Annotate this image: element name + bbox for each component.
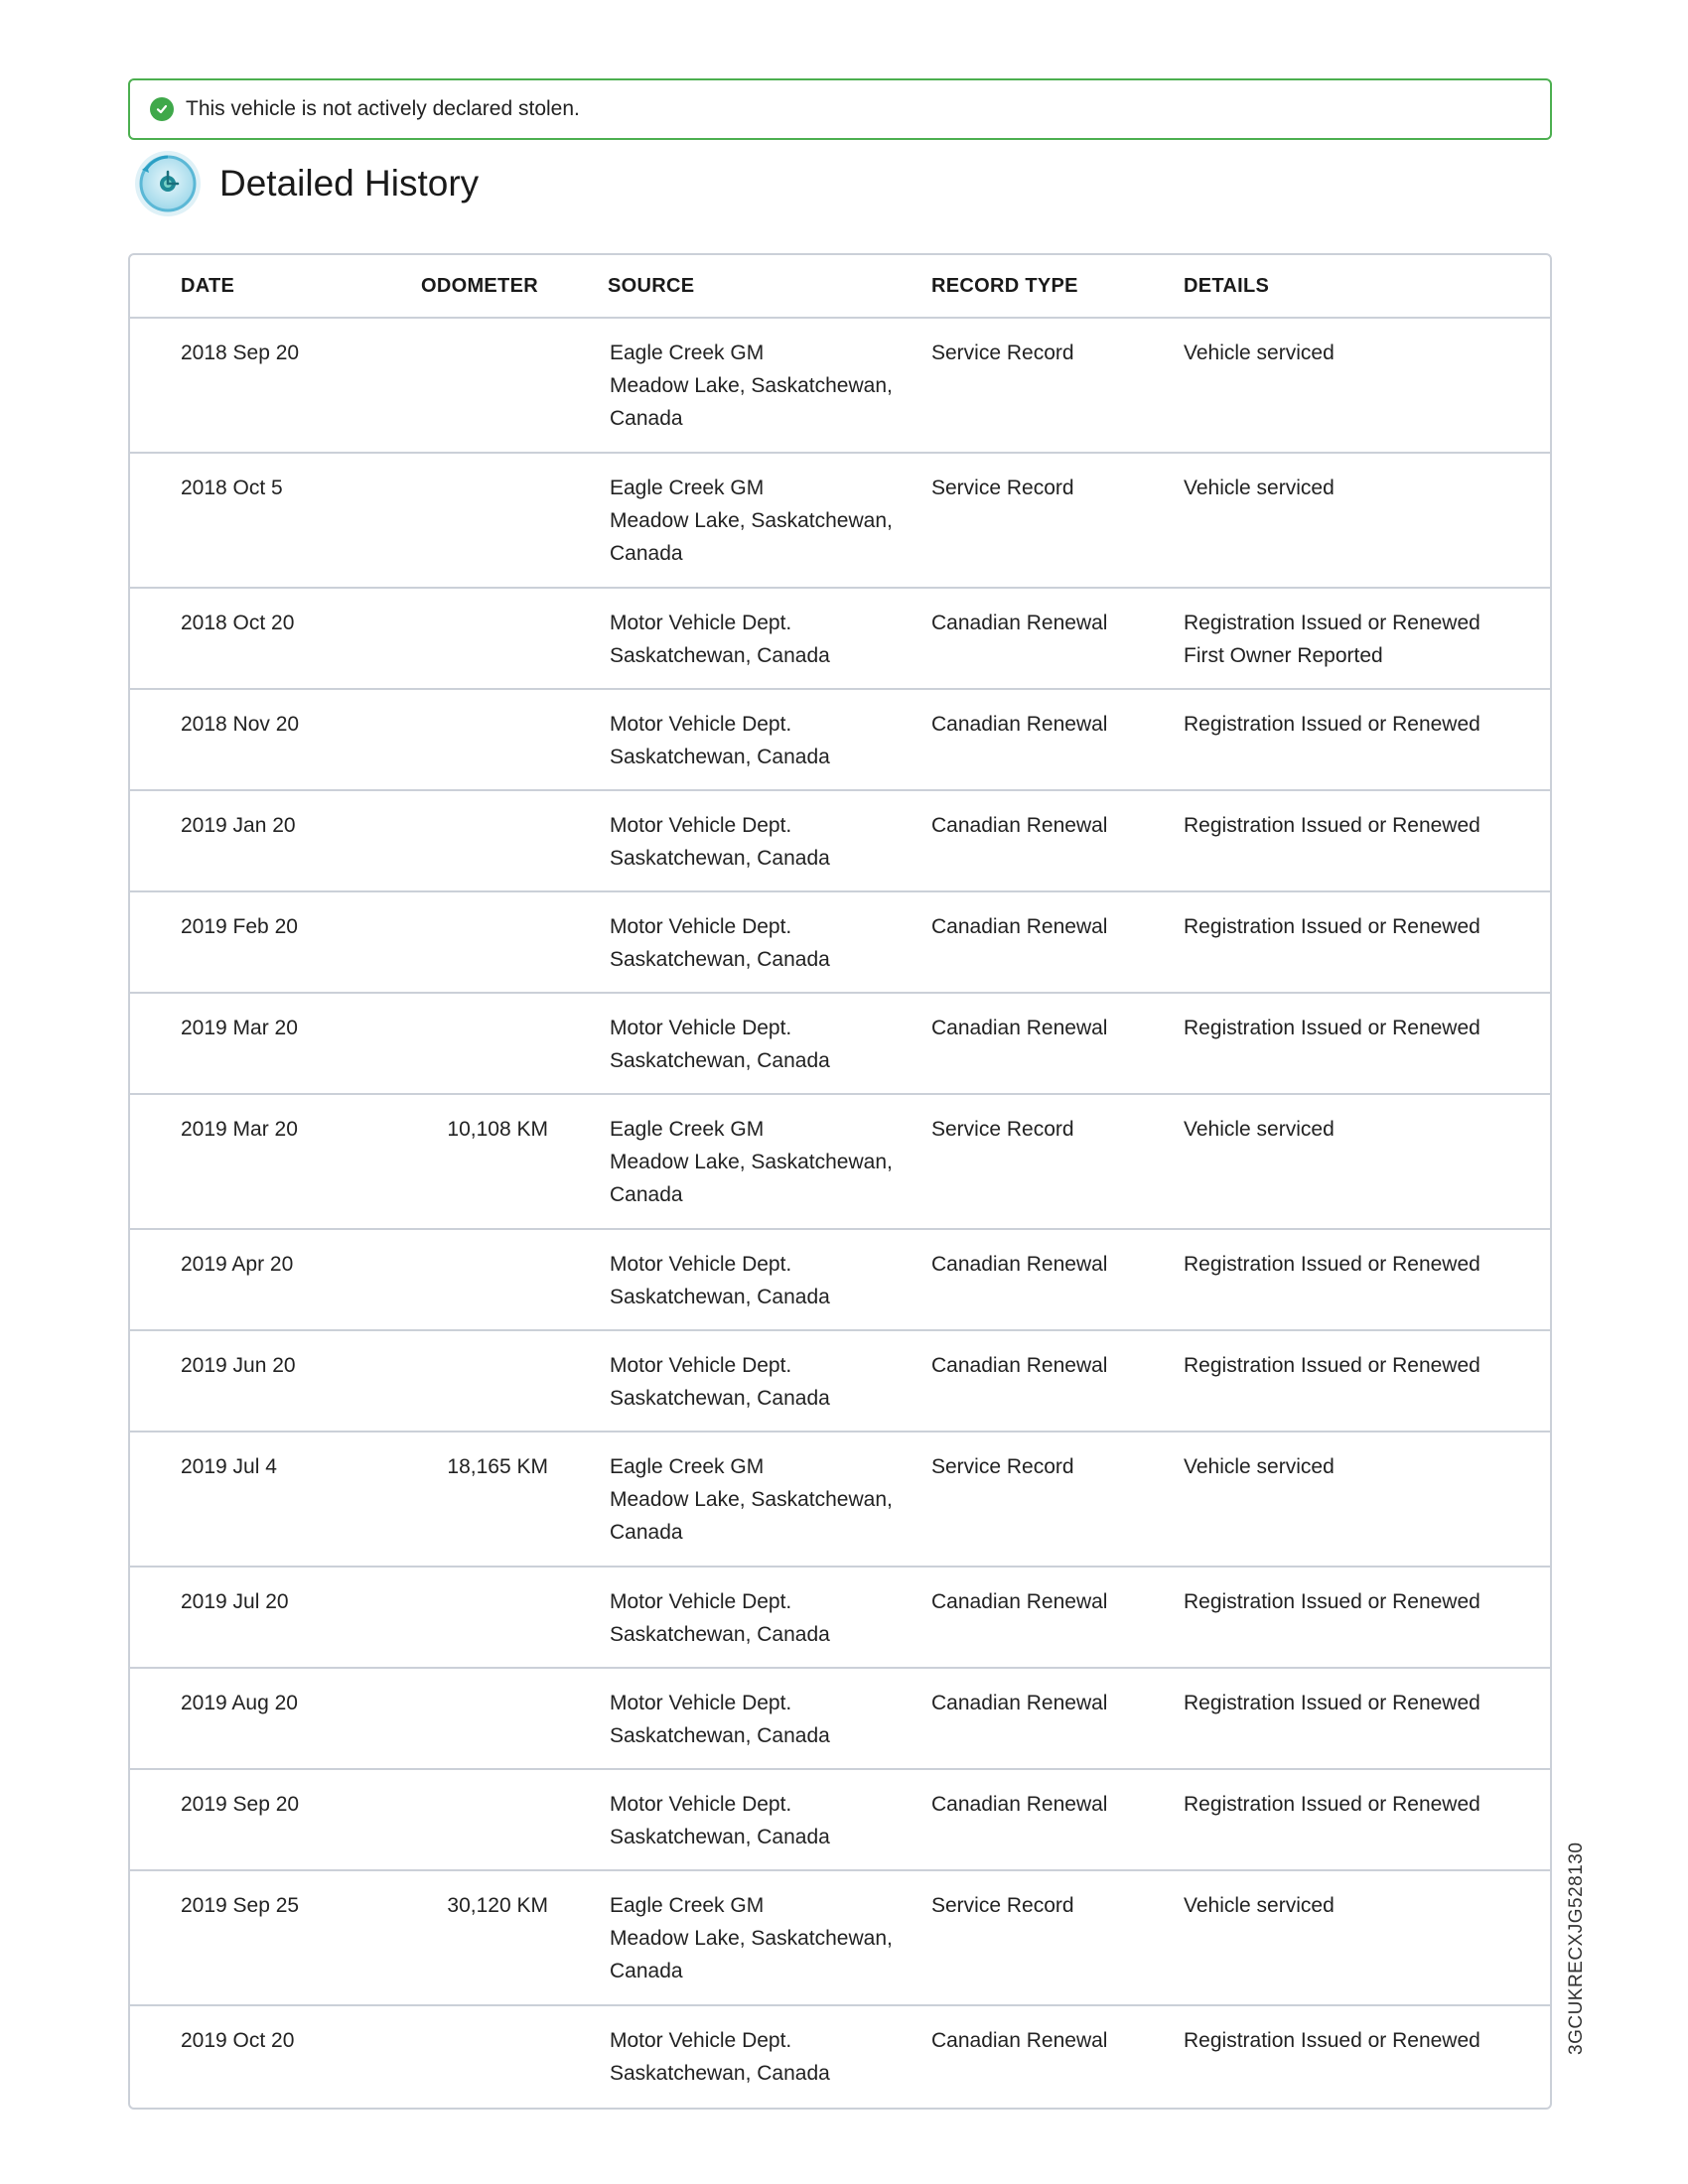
- column-header-source: SOURCE: [608, 275, 695, 297]
- source-line: Meadow Lake, Saskatchewan,: [610, 1151, 893, 1173]
- table-row: [130, 454, 1550, 589]
- table-row: [130, 994, 1550, 1095]
- source-line: Canada: [610, 1960, 683, 1982]
- table-row: [130, 791, 1550, 892]
- cell-source: [610, 1248, 927, 1313]
- source-line: Meadow Lake, Saskatchewan,: [610, 509, 893, 532]
- cell-details: [1184, 607, 1541, 672]
- cell-details: [1184, 2024, 1541, 2057]
- cell-source: [610, 1450, 927, 1549]
- source-line: Canada: [610, 407, 683, 430]
- cell-date: 2019 Apr 20: [181, 1253, 294, 1276]
- table-body: [130, 319, 1550, 2108]
- source-line: Saskatchewan, Canada: [610, 1286, 830, 1308]
- table-row: [130, 1095, 1550, 1230]
- cell-source: [610, 472, 927, 570]
- source-line: Meadow Lake, Saskatchewan,: [610, 374, 893, 397]
- source-line: Eagle Creek GM: [610, 341, 765, 364]
- cell-details: [1184, 337, 1541, 369]
- history-clock-icon: [132, 148, 204, 219]
- cell-date: 2019 Sep 20: [181, 1793, 300, 1816]
- table-row: [130, 1433, 1550, 1568]
- table-row: [130, 1871, 1550, 2006]
- cell-source: [610, 1012, 927, 1077]
- cell-date: 2018 Oct 20: [181, 612, 295, 634]
- source-line: Saskatchewan, Canada: [610, 1623, 830, 1646]
- source-line: Saskatchewan, Canada: [610, 1826, 830, 1848]
- source-line: Motor Vehicle Dept.: [610, 1017, 792, 1039]
- cell-source: [610, 708, 927, 773]
- cell-record-type: Canadian Renewal: [931, 612, 1108, 634]
- cell-source: [610, 337, 927, 435]
- cell-source: [610, 607, 927, 672]
- cell-record-type: Canadian Renewal: [931, 1590, 1108, 1613]
- cell-record-type: Canadian Renewal: [931, 915, 1108, 938]
- details-line: Vehicle serviced: [1184, 477, 1335, 499]
- table-row: [130, 1770, 1550, 1871]
- column-header-odometer: ODOMETER: [421, 275, 538, 297]
- source-line: Motor Vehicle Dept.: [610, 1590, 792, 1613]
- cell-date: 2019 Jul 4: [181, 1455, 277, 1478]
- cell-date: 2019 Jun 20: [181, 1354, 296, 1377]
- source-line: Motor Vehicle Dept.: [610, 1253, 792, 1276]
- cell-details: [1184, 1248, 1541, 1281]
- details-line: Registration Issued or Renewed: [1184, 2029, 1480, 2052]
- cell-details: [1184, 1788, 1541, 1821]
- table-row: [130, 589, 1550, 690]
- stolen-status-text: This vehicle is not actively declared stolen.: [186, 97, 580, 120]
- cell-date: 2018 Oct 5: [181, 477, 283, 499]
- cell-details: [1184, 708, 1541, 741]
- details-line: Registration Issued or Renewed: [1184, 1354, 1480, 1377]
- cell-details: [1184, 1585, 1541, 1618]
- cell-date: 2019 Sep 25: [181, 1894, 300, 1917]
- column-header-record-type: RECORD TYPE: [931, 275, 1078, 297]
- cell-source: [610, 1349, 927, 1415]
- cell-record-type: Service Record: [931, 341, 1074, 364]
- table-row: [130, 1331, 1550, 1433]
- cell-record-type: Service Record: [931, 477, 1074, 499]
- details-line: Registration Issued or Renewed: [1184, 1590, 1480, 1613]
- cell-date: 2018 Sep 20: [181, 341, 300, 364]
- cell-odometer: 18,165 KM: [447, 1455, 548, 1478]
- cell-details: [1184, 1450, 1541, 1483]
- table-row: [130, 2006, 1550, 2108]
- cell-details: [1184, 1889, 1541, 1922]
- source-line: Motor Vehicle Dept.: [610, 1354, 792, 1377]
- cell-details: [1184, 472, 1541, 504]
- details-line: Registration Issued or Renewed: [1184, 1017, 1480, 1039]
- source-line: Eagle Creek GM: [610, 1455, 765, 1478]
- source-line: Meadow Lake, Saskatchewan,: [610, 1927, 893, 1950]
- cell-record-type: Canadian Renewal: [931, 1253, 1108, 1276]
- table-row: [130, 690, 1550, 791]
- cell-date: 2019 Feb 20: [181, 915, 298, 938]
- cell-date: 2019 Aug 20: [181, 1692, 298, 1714]
- source-line: Eagle Creek GM: [610, 477, 765, 499]
- details-line: Registration Issued or Renewed: [1184, 814, 1480, 837]
- details-line: Registration Issued or Renewed: [1184, 612, 1480, 634]
- cell-odometer: 30,120 KM: [447, 1894, 548, 1917]
- source-line: Motor Vehicle Dept.: [610, 1692, 792, 1714]
- cell-details: [1184, 1012, 1541, 1044]
- cell-record-type: Service Record: [931, 1118, 1074, 1141]
- table-header-row: [130, 255, 1550, 319]
- cell-odometer: 10,108 KM: [447, 1118, 548, 1141]
- cell-record-type: Service Record: [931, 1455, 1074, 1478]
- details-line: Vehicle serviced: [1184, 1118, 1335, 1141]
- cell-record-type: Canadian Renewal: [931, 1354, 1108, 1377]
- details-line: Vehicle serviced: [1184, 1455, 1335, 1478]
- stolen-status-banner: [128, 78, 1552, 140]
- source-line: Saskatchewan, Canada: [610, 644, 830, 667]
- cell-source: [610, 1788, 927, 1853]
- cell-source: [610, 1585, 927, 1651]
- cell-record-type: Canadian Renewal: [931, 1017, 1108, 1039]
- cell-source: [610, 1687, 927, 1752]
- section-header: [132, 146, 479, 221]
- vin-number: 3GCUKRECXJG528130: [1566, 1842, 1587, 2055]
- source-line: Saskatchewan, Canada: [610, 847, 830, 870]
- source-line: Canada: [610, 542, 683, 565]
- cell-date: 2019 Jul 20: [181, 1590, 289, 1613]
- page-title: Detailed History: [219, 163, 480, 204]
- cell-details: [1184, 910, 1541, 943]
- cell-date: 2019 Mar 20: [181, 1118, 298, 1141]
- table-row: [130, 1568, 1550, 1669]
- details-line: Vehicle serviced: [1184, 1894, 1335, 1917]
- column-header-date: DATE: [181, 275, 235, 297]
- source-line: Motor Vehicle Dept.: [610, 713, 792, 736]
- cell-record-type: Canadian Renewal: [931, 713, 1108, 736]
- source-line: Motor Vehicle Dept.: [610, 814, 792, 837]
- source-line: Saskatchewan, Canada: [610, 1049, 830, 1072]
- cell-source: [610, 1889, 927, 1987]
- details-line: Vehicle serviced: [1184, 341, 1335, 364]
- source-line: Saskatchewan, Canada: [610, 1387, 830, 1410]
- cell-date: 2018 Nov 20: [181, 713, 300, 736]
- cell-source: [610, 2024, 927, 2090]
- cell-date: 2019 Jan 20: [181, 814, 296, 837]
- cell-source: [610, 1113, 927, 1211]
- cell-date: 2019 Mar 20: [181, 1017, 298, 1039]
- table-row: [130, 319, 1550, 454]
- cell-details: [1184, 1113, 1541, 1146]
- source-line: Motor Vehicle Dept.: [610, 2029, 792, 2052]
- cell-details: [1184, 809, 1541, 842]
- cell-record-type: Canadian Renewal: [931, 2029, 1108, 2052]
- table-row: [130, 1230, 1550, 1331]
- details-line: Registration Issued or Renewed: [1184, 1253, 1480, 1276]
- source-line: Eagle Creek GM: [610, 1118, 765, 1141]
- source-line: Motor Vehicle Dept.: [610, 915, 792, 938]
- history-table: [128, 253, 1552, 2110]
- details-line: First Owner Reported: [1184, 644, 1383, 667]
- cell-record-type: Canadian Renewal: [931, 1793, 1108, 1816]
- details-line: Registration Issued or Renewed: [1184, 1793, 1480, 1816]
- check-circle-icon: [150, 97, 174, 121]
- cell-record-type: Canadian Renewal: [931, 1692, 1108, 1714]
- source-line: Canada: [610, 1183, 683, 1206]
- source-line: Saskatchewan, Canada: [610, 2062, 830, 2085]
- cell-source: [610, 910, 927, 976]
- table-row: [130, 892, 1550, 994]
- source-line: Saskatchewan, Canada: [610, 1724, 830, 1747]
- source-line: Canada: [610, 1521, 683, 1544]
- source-line: Motor Vehicle Dept.: [610, 1793, 792, 1816]
- cell-date: 2019 Oct 20: [181, 2029, 295, 2052]
- details-line: Registration Issued or Renewed: [1184, 713, 1480, 736]
- source-line: Saskatchewan, Canada: [610, 746, 830, 768]
- column-header-details: DETAILS: [1184, 275, 1270, 297]
- cell-details: [1184, 1687, 1541, 1719]
- source-line: Meadow Lake, Saskatchewan,: [610, 1488, 893, 1511]
- cell-source: [610, 809, 927, 875]
- details-line: Registration Issued or Renewed: [1184, 1692, 1480, 1714]
- cell-details: [1184, 1349, 1541, 1382]
- table-row: [130, 1669, 1550, 1770]
- source-line: Saskatchewan, Canada: [610, 948, 830, 971]
- details-line: Registration Issued or Renewed: [1184, 915, 1480, 938]
- cell-record-type: Service Record: [931, 1894, 1074, 1917]
- cell-record-type: Canadian Renewal: [931, 814, 1108, 837]
- source-line: Motor Vehicle Dept.: [610, 612, 792, 634]
- source-line: Eagle Creek GM: [610, 1894, 765, 1917]
